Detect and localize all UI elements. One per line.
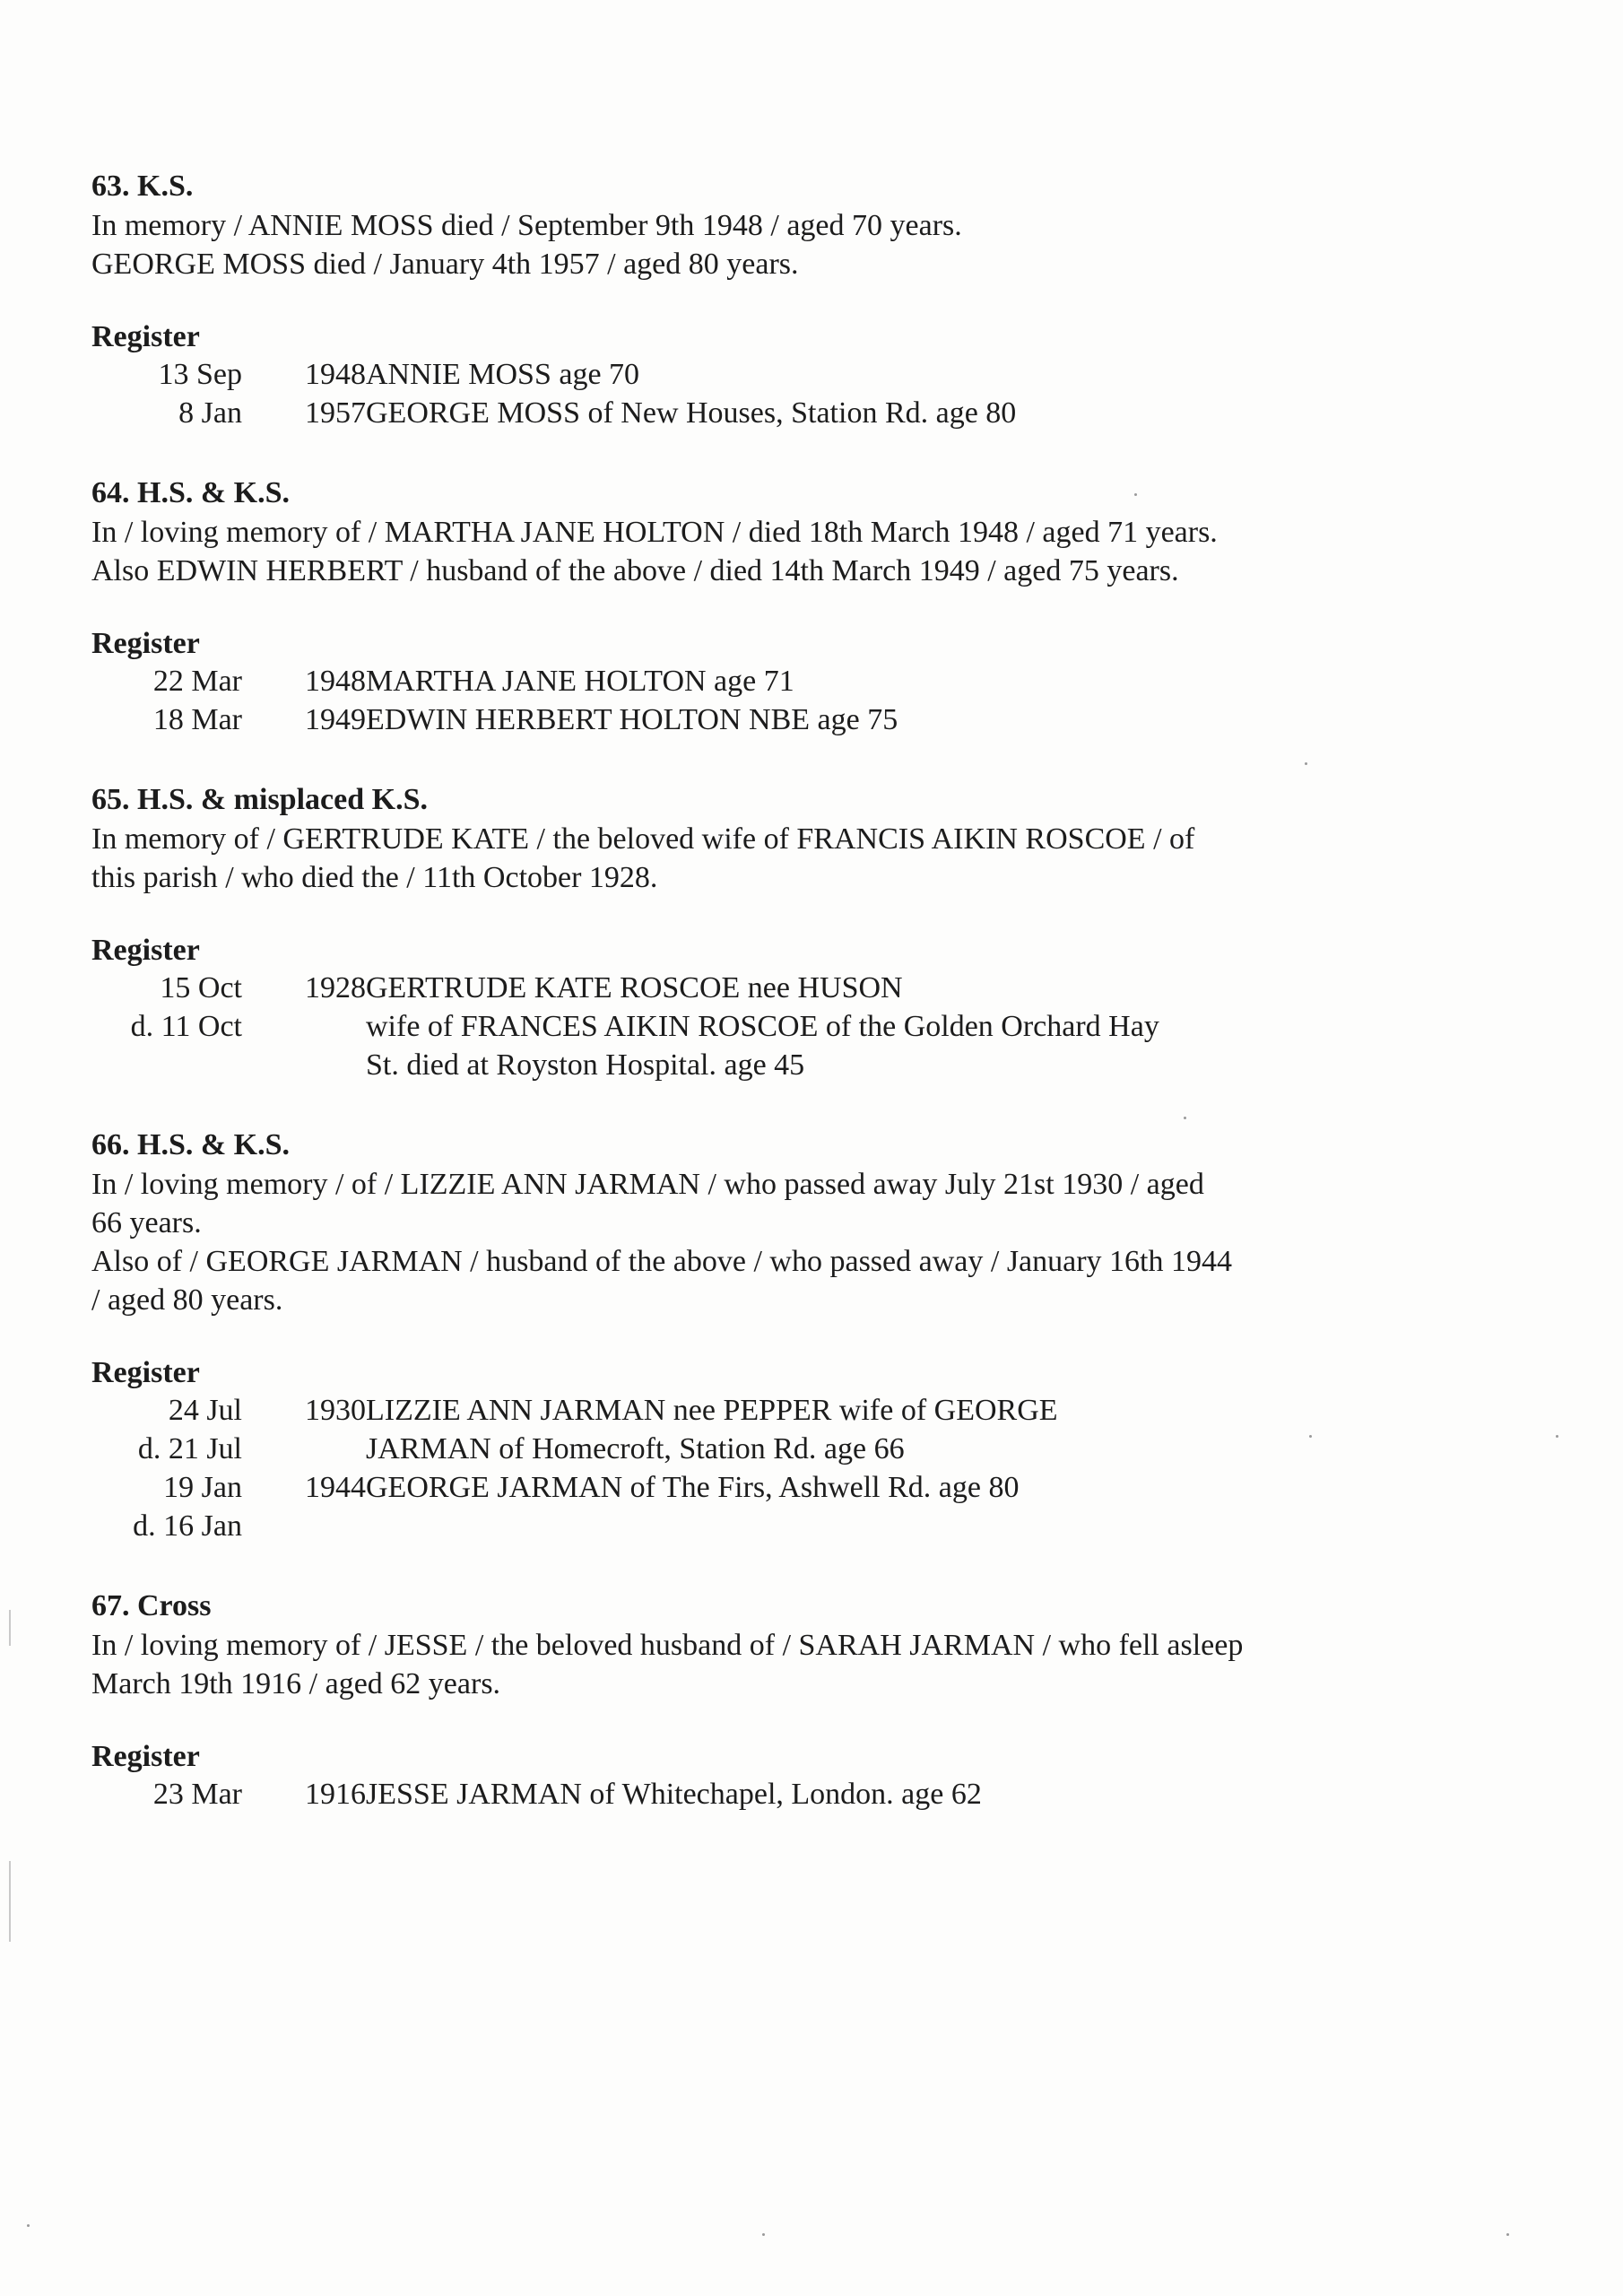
register-row: [91, 700, 1307, 739]
entry-heading: 67. Cross: [91, 1589, 212, 1622]
register-table: [91, 969, 1307, 1084]
entry-63: [91, 169, 1365, 432]
register-date: 24 Jul: [168, 1394, 242, 1427]
entry-65: [91, 782, 1365, 1084]
scan-speck: [1556, 1435, 1558, 1438]
register-year: 1957: [305, 396, 366, 430]
register-row: [91, 394, 1307, 432]
register-date: 23 Mar: [152, 1778, 242, 1811]
register-table: [91, 1775, 1307, 1813]
register-desc: LIZZIE ANN JARMAN nee PEPPER wife of GEORGE: [366, 1394, 1058, 1427]
register-desc: MARTHA JANE HOLTON age 71: [366, 665, 794, 698]
register-label: Register: [91, 934, 200, 967]
register-date: 18 Mar: [152, 703, 242, 736]
register-year: 1930: [305, 1394, 366, 1427]
entry-67: [91, 1588, 1365, 1813]
register-row: [91, 355, 1307, 394]
register-label: Register: [91, 627, 200, 660]
entry-heading: 63. K.S.: [91, 170, 194, 203]
register-year: 1948: [305, 665, 366, 698]
register-year: [242, 1430, 366, 1468]
register-year: 1928: [305, 971, 366, 1004]
register-row: [91, 1391, 1307, 1430]
inscription-line: 66 years.: [91, 1206, 202, 1239]
register-date: 15 Oct: [160, 971, 242, 1004]
register-year: [242, 1007, 366, 1046]
register-year: 1948: [305, 358, 366, 391]
scan-speck: [1305, 762, 1307, 765]
scan-speck: [1134, 493, 1137, 496]
inscription-line: In / loving memory of / JESSE / the beloved husband of / SARAH JARMAN / who fell asleep: [91, 1629, 1244, 1662]
register-table: [91, 1391, 1307, 1545]
scan-speck: [1184, 1117, 1186, 1119]
register-date: [91, 1046, 242, 1084]
register-label: Register: [91, 1356, 200, 1389]
entry-64: [91, 475, 1365, 739]
register-desc: GEORGE MOSS of New Houses, Station Rd. age 80: [366, 396, 1017, 430]
scan-speck: [762, 2233, 765, 2236]
register-desc: wife of FRANCES AIKIN ROSCOE of the Golden Orchard Hay: [366, 1010, 1159, 1043]
register-year: 1916: [305, 1778, 366, 1811]
register-date: 22 Mar: [152, 665, 242, 698]
register-label: Register: [91, 320, 200, 353]
register-row: [91, 1430, 1307, 1468]
register-desc: St. died at Royston Hospital. age 45: [366, 1048, 805, 1082]
scan-speck: [1309, 1435, 1312, 1438]
entry-heading: 66. H.S. & K.S.: [91, 1128, 291, 1161]
entry-heading: 65. H.S. & misplaced K.S.: [91, 783, 428, 816]
register-year: 1944: [305, 1471, 366, 1504]
register-desc: EDWIN HERBERT HOLTON NBE age 75: [366, 703, 898, 736]
register-date: 8 Jan: [178, 396, 242, 430]
register-row: [91, 1468, 1307, 1507]
register-row: [91, 1007, 1307, 1046]
register-table: [91, 662, 1307, 739]
inscription-line: GEORGE MOSS died / January 4th 1957 / aged 80 years.: [91, 248, 799, 281]
inscription-line: Also EDWIN HERBERT / husband of the above / died 14th March 1949 / aged 75 years.: [91, 554, 1179, 587]
scan-edge-mark: [9, 1610, 11, 1646]
register-year: [242, 1507, 366, 1545]
register-label: Register: [91, 1740, 200, 1773]
document-body: [91, 169, 1365, 1813]
register-year: [242, 1046, 366, 1084]
inscription-line: In / loving memory of / MARTHA JANE HOLTON / died 18th March 1948 / aged 71 years.: [91, 516, 1218, 549]
register-desc: GEORGE JARMAN of The Firs, Ashwell Rd. age 80: [366, 1471, 1020, 1504]
register-desc: [366, 1507, 1307, 1545]
register-table: [91, 355, 1307, 432]
register-desc: JESSE JARMAN of Whitechapel, London. age 62: [366, 1778, 982, 1811]
register-row: [91, 662, 1307, 700]
register-row: [91, 1507, 1307, 1545]
inscription-line: March 19th 1916 / aged 62 years.: [91, 1667, 501, 1700]
register-date: d. 11 Oct: [130, 1010, 242, 1043]
inscription-line: Also of / GEORGE JARMAN / husband of the above / who passed away / January 16th 1944: [91, 1245, 1232, 1278]
register-date: d. 16 Jan: [133, 1509, 242, 1543]
scan-speck: [1506, 2233, 1509, 2236]
inscription-line: In memory of / GERTRUDE KATE / the beloved wife of FRANCIS AIKIN ROSCOE / of: [91, 822, 1195, 856]
inscription-line: In memory / ANNIE MOSS died / September 9th 1948 / aged 70 years.: [91, 209, 962, 242]
register-date: 19 Jan: [163, 1471, 242, 1504]
register-desc: ANNIE MOSS age 70: [366, 358, 640, 391]
register-date: d. 21 Jul: [137, 1432, 242, 1465]
register-row: [91, 1775, 1307, 1813]
entry-66: [91, 1127, 1365, 1545]
register-row: [91, 1046, 1307, 1084]
register-year: 1949: [305, 703, 366, 736]
inscription-line: this parish / who died the / 11th October 1928.: [91, 861, 658, 894]
scan-speck: [27, 2224, 30, 2227]
register-row: [91, 969, 1307, 1007]
register-desc: JARMAN of Homecroft, Station Rd. age 66: [366, 1432, 905, 1465]
register-desc: GERTRUDE KATE ROSCOE nee HUSON: [366, 971, 903, 1004]
inscription-line: / aged 80 years.: [91, 1283, 283, 1317]
entry-heading: 64. H.S. & K.S.: [91, 476, 291, 509]
scan-edge-mark: [9, 1861, 11, 1942]
register-date: 13 Sep: [158, 358, 242, 391]
inscription-line: In / loving memory / of / LIZZIE ANN JARMAN / who passed away July 21st 1930 / aged: [91, 1168, 1204, 1201]
